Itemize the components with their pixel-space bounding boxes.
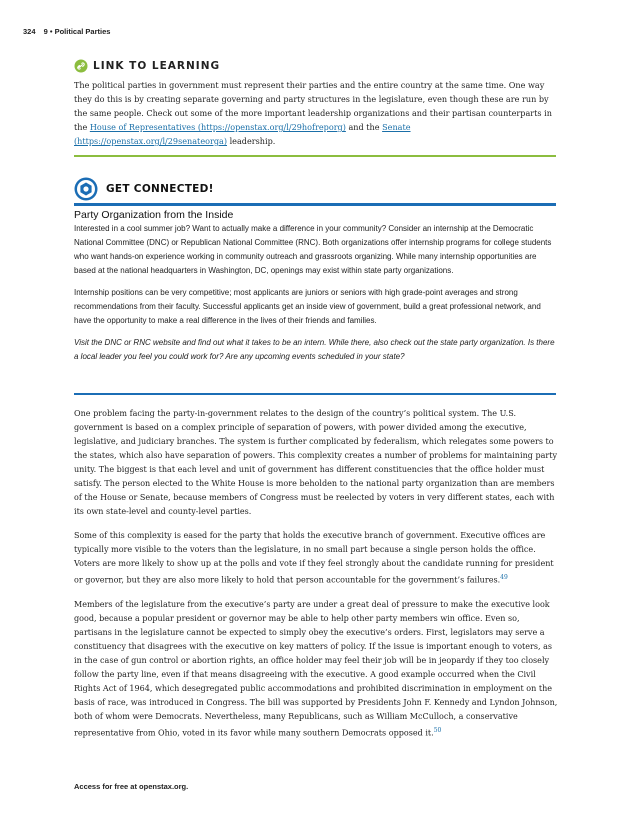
get-connected-paragraph: Interested in a cool summer job? Want to actually make a difference in your community? Consider an internship at the Democratic National Committee (DNC) or Republican National Committee (RNC). Both organizations offer internship programs for college students who want hands-on experience working in community outreach and grassroots organizing. While many internship opportunities are based at the national headquarters in Washington, DC, openings may exist within state party organizations. [74,224,552,275]
link-to-learning-text [74,78,556,148]
body-paragraph-text: Members of the legislature from the executive’s party are under a great deal of pressure to make the executive look good, because a popular president or governor may be able to help other party members win office. Even so, partisans in the legislature cannot be expected to simply obey the executive’s orders. First, legislators may serve a constituency that disagrees with the executive on key matters of policy. If the issue is important enough to voters, as in the case of gun control or abortion rights, an office holder may feel their job will be in jeopardy if they too closely follow the party line, even if that means disagreeing with the executive. A good example occurred when the Civil Rights Act of 1964, which desegregated public accommodations and prohibited discrimination in employment on the basis of race, was introduced in Congress. The bill was supported by Presidents John F. Kennedy and Lyndon Johnson, both of whom were Democrats. Nevertheless, many Republicans, such as William McCulloch, a conservative representative from Ohio, voted in its favor while many southern Democrats opposed it. [74,599,558,738]
house-link[interactable]: House of Representatives (https://openstax.org/l/29hofreporg) [89,122,346,132]
body-paragraph: One problem facing the party-in-government relates to the design of the country’s political system. The U.S. government is based on a complex principle of separation of powers, with power divided among the executive, legislative, and judiciary branches. The system is further complicated by federalism, which relegates some powers to the states, which also have separation of powers. This complexity creates a number of problems for maintaining party unity. The biggest is that each level and unit of government has different constituencies that the office holder must satisfy. The person elected to the White House is more beholden to the national party organization than are members of the House or Senate, because members of Congress must be reelected by voters in very different states, each with its own state-level and county-level parties. [74,409,558,516]
get-connected-header [74,175,556,203]
body-paragraph-text: Some of this complexity is eased for the party that holds the executive branch of government. Executive offices are typically more visible to the voters than the legislature, in no small part because a single person holds the office. Voters are more likely to show up at the polls and vote if they feel strongly about the candidate running for president or governor, but they are also more likely to hold that person accountable for the government’s failures. [74,531,554,585]
page-footer: Access for free at openstax.org. [74,782,189,791]
get-connected-subtitle: Party Organization from the Inside [74,209,234,221]
chapter-title: 9 • Political Parties [43,27,111,36]
footnote-ref[interactable]: 50 [433,726,442,734]
link-to-learning-header [74,57,556,75]
ltl-text-after: leadership. [227,136,276,146]
link-to-learning-title: LINK TO LEARNING [93,60,221,72]
get-connected-icon [74,177,98,201]
body-paragraph [74,598,558,741]
main-body [74,407,558,750]
get-connected-prompt: Visit the DNC or RNC website and find out what it takes to be an intern. While there, also check out the state party organization. Is there a local leader you feel you could work for? Are any upcoming events scheduled in your state? [74,338,555,361]
ltl-text-before: The political parties in government must represent their parties and the entire country at the same time. One way they do this is by creating separate governing and party structures in the legislature, even though these are run by the same people. Check out some of the more important leadership organizations and their partisan counterparts in the [74,80,552,132]
running-header [23,27,110,36]
get-connected-box [74,175,556,368]
link-icon [74,59,88,73]
get-connected-divider [74,203,556,206]
body-paragraph [74,529,558,588]
get-connected-title: GET CONNECTED! [106,183,214,195]
senate-link[interactable]: Senate (https://openstax.org/l/29senateorga) [74,122,411,146]
get-connected-paragraph: Internship positions can be very competitive; most applicants are juniors or seniors with high grade-point averages and strong recommendations from their faculty. Successful applicants get an inside view of government, build a great professional network, and have the opportunity to make a real difference in the lives of their friends and families. [74,288,541,325]
get-connected-bottom-divider [74,393,556,395]
link-to-learning-divider [74,155,556,157]
footnote-ref[interactable]: 49 [500,574,508,581]
ltl-text-middle: and the [345,122,383,132]
link-to-learning-box [74,57,556,148]
page-number: 324 [23,27,36,36]
